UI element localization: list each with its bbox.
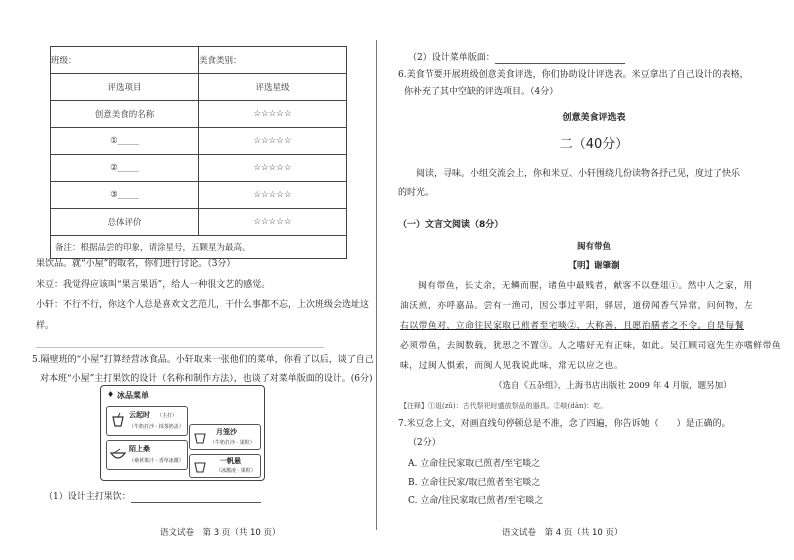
bowl-icon [110,447,126,463]
menu-item-card: 陌上桑 （桑葚果汁 · 香草冰激） [106,440,188,470]
passage-line: 油沃煎，亦呼嘉品。尝有一渔司，因公事过平阳，驿居，道傍闻香气异常，问何物，左 [400,301,754,311]
table-row: ②_____ ☆☆☆☆☆ [51,155,347,182]
answer-blank[interactable] [495,63,625,64]
option-a[interactable]: A. 立命往民家取已煎者/至宅啖之 [408,459,541,469]
menu-item-card: 月笼沙 （牛奶打沙 · 果粒） [189,424,261,450]
rating-stars: ☆☆☆☆☆ [199,209,347,236]
text-line: 样。 [36,321,55,331]
page-divider [376,40,377,530]
cup-icon [193,460,207,474]
rating-stars: ☆☆☆☆☆ [199,155,347,182]
stars-header: 评选星级 [199,74,347,101]
cup-icon [110,412,126,428]
question-5-line-2: 对本班“小屋”主打果饮的设计（名称和制作方法），也谈了对菜单版面的设计。(6分) [40,374,373,384]
intro-line-1: 阅读，寻味。小组交流会上，你和米豆、小轩围绕几份读物各抒己见，度过了快乐 [416,169,741,179]
evaluation-table [50,46,347,259]
ice-menu-image [100,385,265,481]
menu-title: 冰品菜单 [117,391,149,400]
passage-line: 味，过闽人惧索，而闽人见我说此味，常无以应之也。 [400,361,624,371]
cup-icon [193,431,207,445]
intro-line-2: 的时光。 [398,188,435,198]
question-5-sub-1: （1）设计主打果饮： [44,491,261,503]
table-row: 创意美食的名称 ☆☆☆☆☆ [51,101,347,128]
table-row: 总体评价 ☆☆☆☆☆ [51,209,347,236]
passage-footnote: 【注释】①俎(zǔ)：古代祭祀时盛放祭品的器具。②啖(dàn)：吃。 [400,402,608,410]
section-title: 二（40分） [559,137,629,152]
menu-item-card: 云起时 （主打） （牛奶打沙 · 抹茶奶盖） [106,406,188,436]
question-5-sub-2: （2）设计菜单版面： [408,52,625,64]
rating-stars: ☆☆☆☆☆ [199,182,347,209]
question-5-line-1: 5.隔壁班的“小屋”打算经营冰食品。小轩取来一张他们的菜单，你看了以后，谈了自己 [32,355,374,365]
text-line: 米豆：我觉得应该叫“果言果语”，给人一种很文艺的感觉。 [36,280,271,290]
rating-stars: ☆☆☆☆☆ [199,128,347,155]
item-header: 评选项目 [51,74,199,101]
text-line: 果饮品。就“小屋”的取名，你们进行讨论。（3分） [36,259,236,269]
text-line: 小轩：不行不行，你这个人总是喜欢文艺范儿，干什么事都不忘，上次班级会选址这 [36,300,370,310]
rating-stars: ☆☆☆☆☆ [199,101,347,128]
passage-line: 右以带鱼对，立命往民家取已煎者至宅啖②，大称善，且愿治膳者之不令。自是每餐 [400,321,744,331]
option-b[interactable]: B. 立命往民家/取已煎者至宅啖之 [408,478,541,488]
passage-author: 【明】谢肇淛 [568,261,620,271]
table-title: 创意美食评选表 [562,113,626,123]
passage-line: 闽有带鱼，长丈余，无鳞而腥，诸鱼中最贱者，献客不以登俎①。然中人之家，用 [418,281,753,291]
table-row: ①_____ ☆☆☆☆☆ [51,128,347,155]
right-page [394,0,794,560]
page-footer: 语文试卷 第 3 页（共 10 页） [160,528,281,538]
question-7-line-1: 7.米豆念上文，对画直线句停顿总是不准，念了四遍，你告诉她（ ）是正确的。 [398,419,731,429]
answer-line[interactable]: ________________________________________________________________ [36,338,324,348]
question-6-line-1: 6.美食节要开展班级创意美食评选，你们协助设计评选表。米豆拿出了自己设计的表格， [398,70,749,80]
ice-cream-icon: ♦ [107,390,115,399]
page-footer: 语文试卷 第 4 页（共 10 页） [502,528,623,538]
left-page [0,0,385,560]
menu-item-card: 一帆悬 （冰激凌 · 果粒） [189,454,261,478]
table-note: 备注：根据品尝的印象，请涂星号，五颗星为最高。 [51,236,347,259]
table-row: ③_____ ☆☆☆☆☆ [51,182,347,209]
subsection-title: （一）文言文阅读（8分） [398,220,504,230]
question-7-points: （2分） [408,438,441,448]
passage-line: 必须带鱼，去闽数载，犹思之不置③。人之嗜好无有正味，如此。吴江顾司寇先生亦嗜鲜带鱼 [400,341,782,351]
class-label: 班级： [51,47,199,74]
answer-blank[interactable] [131,502,261,503]
passage-title: 闽有带鱼 [576,242,611,252]
passage-source: （选自《五杂组》，上海书店出版社 2009 年 4 月版，题另加） [494,381,732,391]
question-6-line-2: 你补充了其中空缺的评选项目。（4分） [404,87,559,97]
category-label: 美食类别： [199,47,347,74]
option-c[interactable]: C. 立命/往民家取已煎者/至宅啖之 [408,496,544,506]
